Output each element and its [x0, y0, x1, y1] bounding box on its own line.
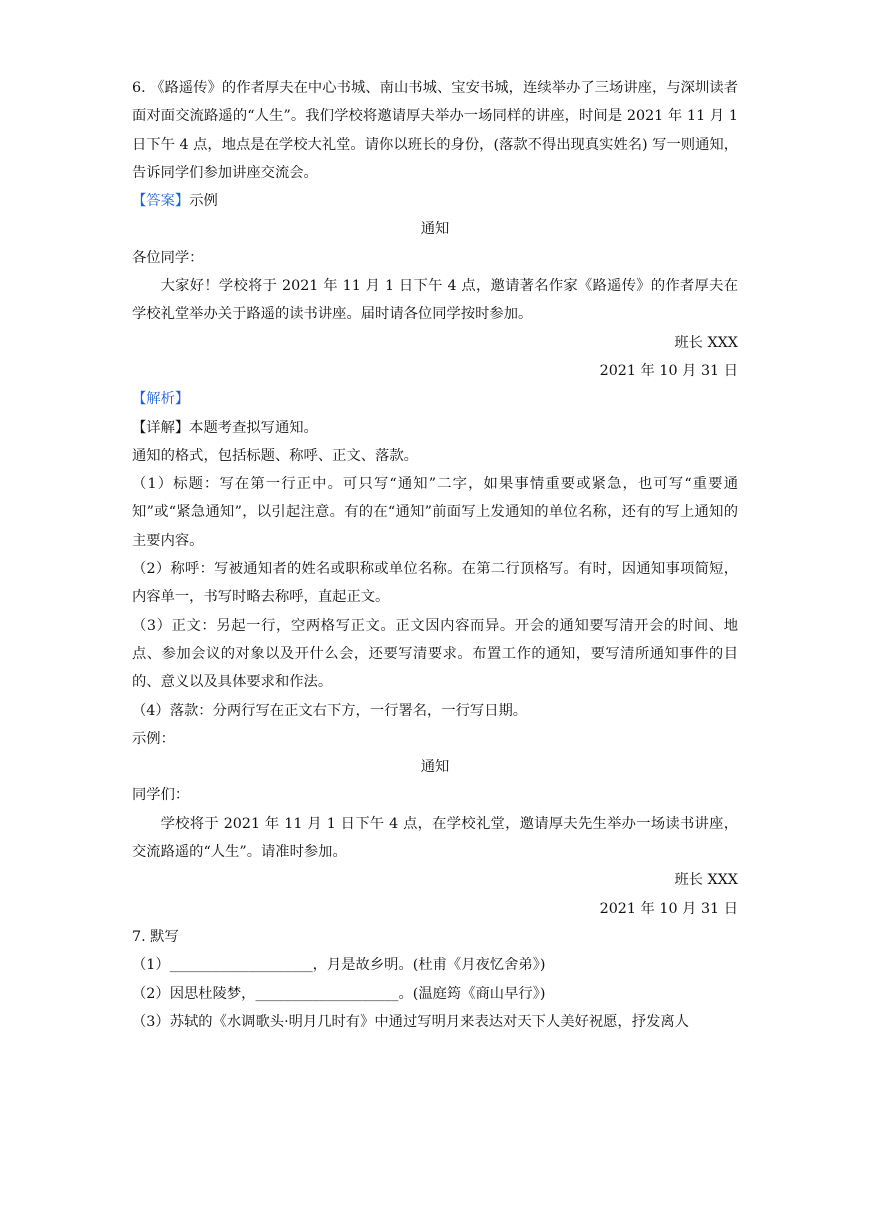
answer-label: 示例 [189, 193, 218, 210]
question-7-item-3: （3）苏轼的《水调歌头·明月几时有》中通过写明月来表达对天下人美好祝愿，抒发离人 [132, 1013, 689, 1030]
example1-body: 大家好！学校将于 2021 年 11 月 1 日下午 4 点，邀请著名作家《路遥传》的作者厚夫在学校礼堂举办关于路遥的读书讲座。届时请各位同学按时参加。 [132, 278, 738, 323]
question-7-title: 7. 默写 [132, 928, 179, 945]
format-point-1: （1）标题：写在第一行正中。可只写“通知”二字，如果事情重要或紧急，也可写“重要通知”或“紧急通知”，以引起注意。有的在“通知”前面写上发通知的单位名称，还有的写上通知的主要内容。 [132, 476, 738, 549]
question-7-item-1: （1）____________________，月是故乡明。(杜甫《月夜忆舍弟》) [132, 957, 546, 974]
example2-date: 2021 年 10 月 31 日 [599, 900, 738, 917]
example2-title: 通知 [420, 759, 450, 776]
example2-salutation: 同学们： [132, 787, 190, 804]
question-6-text: 6. 《路遥传》的作者厚夫在中心书城、南山书城、宝安书城，连续举办了三场讲座，与深圳读者面对面交流路遥的“人生”。我们学校将邀请厚夫举办一场同样的讲座，时间是 2021 年 11 月 1 日下午 4 点，地点是在学校大礼堂。请你以班长的身份，(落款不得出现真实姓名) 写一则通知，告诉同学们参加讲座交流会。 [132, 80, 738, 181]
format-point-4: （4）落款：分两行写在正文右下方，一行署名，一行写日期。 [132, 702, 528, 719]
example-label: 示例： [132, 730, 175, 747]
answer-line [132, 187, 738, 215]
example2-signature: 班长 XXX [674, 872, 738, 889]
detail-line: 【详解】本题考查拟写通知。 [132, 419, 318, 436]
example1-salutation: 各位同学： [132, 249, 204, 266]
question-7-item-2: （2）因思杜陵梦，____________________。(温庭筠《商山早行》) [132, 985, 546, 1002]
format-point-3: （3）正文：另起一行，空两格写正文。正文因内容而异。开会的通知要写清开会的时间、地点、参加会议的对象以及开什么会，还要写清要求。布置工作的通知，要写清所通知事件的目的、意义以及具体要求和作法。 [132, 617, 738, 691]
format-intro: 通知的格式，包括标题、称呼、正文、落款。 [132, 447, 418, 464]
example2-body: 学校将于 2021 年 11 月 1 日下午 4 点，在学校礼堂，邀请厚夫先生举办一场读书讲座，交流路遥的“人生”。请准时参加。 [132, 815, 738, 861]
format-point-2: （2）称呼：写被通知者的姓名或职称或单位名称。在第二行顶格写。有时，因通知事项简短，内容单一，书写时略去称呼，直起正文。 [132, 561, 738, 606]
example1-date: 2021 年 10 月 31 日 [599, 362, 738, 379]
analysis-tag: 【解析】 [132, 391, 190, 408]
document-content [132, 74, 738, 1036]
example1-title: 通知 [420, 221, 450, 238]
example1-signature: 班长 XXX [674, 334, 738, 351]
answer-tag: 【答案】 [132, 193, 190, 210]
